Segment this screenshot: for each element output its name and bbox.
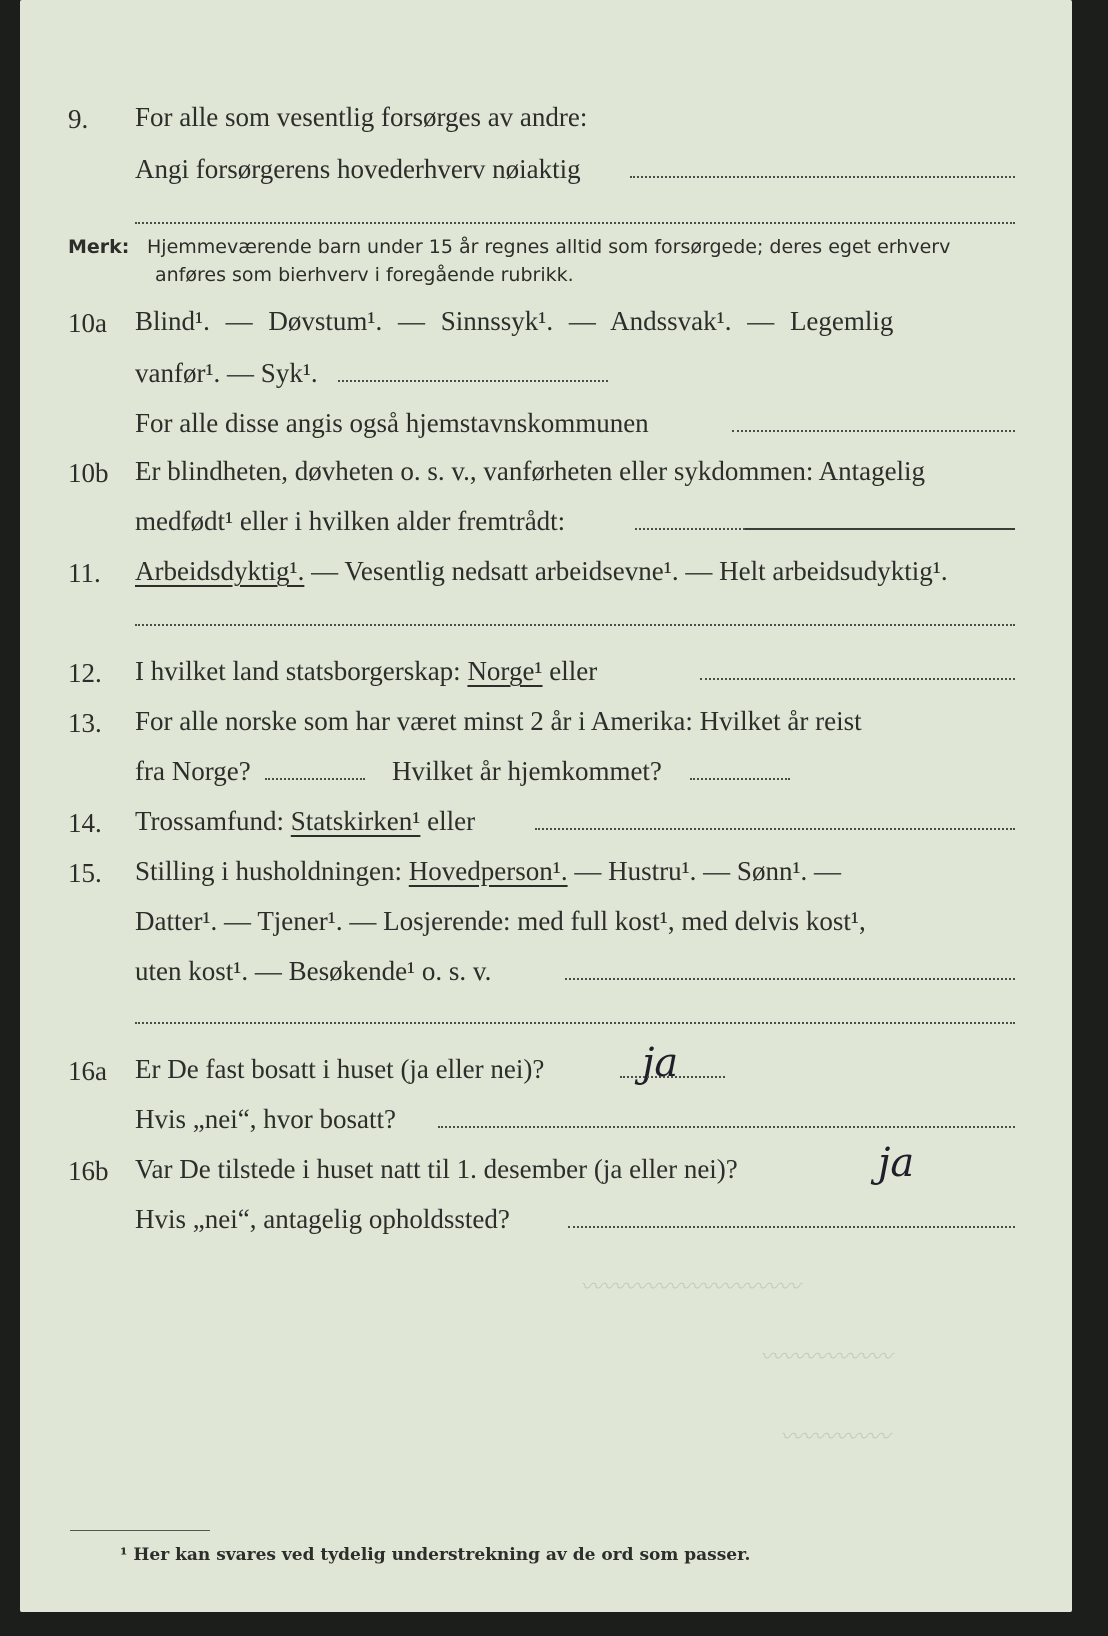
q16b-line1: Var De tilstede i huset natt til 1. desember (ja eller nei)?	[135, 1154, 738, 1184]
q10b-field-dotted[interactable]	[635, 528, 745, 530]
q16a-line2: Hvis „nei“, hvor bosatt?	[135, 1104, 396, 1134]
q14-prefix: Trossamfund:	[135, 806, 285, 836]
census-form-page	[20, 0, 1072, 1612]
merk-label: Merk:	[68, 236, 130, 258]
q16b-number: 16b	[68, 1156, 109, 1186]
q10b-field-line[interactable]	[745, 528, 1015, 530]
q12-option-norge[interactable]: Norge¹	[467, 656, 543, 686]
q16b-opholdssted-field[interactable]	[568, 1226, 1015, 1228]
q15-answer-field-2[interactable]	[135, 1022, 1015, 1024]
q9-answer-field[interactable]	[630, 176, 1015, 178]
q16a-bosatt-field[interactable]	[438, 1126, 1015, 1128]
q16b-line2: Hvis „nei“, antagelig opholdssted?	[135, 1204, 510, 1234]
q14-line	[135, 808, 475, 835]
bleed-through-mark: 〰〰〰〰〰	[780, 1424, 891, 1449]
q10a-line3: For alle disse angis også hjemstavnskommunen	[135, 408, 649, 438]
q14-eller: eller	[427, 806, 476, 836]
q12-eller: eller	[549, 656, 598, 686]
q15-answer-field[interactable]	[565, 978, 1015, 980]
q9-line1: For alle som vesentlig forsørges av andre:	[135, 102, 588, 132]
q10b-number: 10b	[68, 458, 109, 488]
q15-line2: Datter¹. — Tjener¹. — Losjerende: med full kost¹, med delvis kost¹,	[135, 906, 866, 936]
q12-line	[135, 658, 597, 685]
q14-option-statskirken[interactable]: Statskirken¹	[290, 806, 421, 836]
q9-line2: Angi forsørgerens hovederhverv nøiaktig	[135, 154, 581, 184]
q13-reist-field[interactable]	[265, 778, 365, 780]
q15-prefix: Stilling i husholdningen:	[135, 856, 403, 886]
q13-line1: For alle norske som har været minst 2 år i Amerika: Hvilket år reist	[135, 706, 862, 736]
q10a-kommune-field[interactable]	[732, 430, 1015, 432]
q16a-line1: Er De fast bosatt i huset (ja eller nei)?	[135, 1054, 545, 1084]
q15-rest: — Hustru¹. — Sønn¹. —	[574, 856, 842, 886]
q9-answer-field-2[interactable]	[135, 222, 1015, 224]
q10b-line2: medfødt¹ eller i hvilken alder fremtrådt:	[135, 506, 566, 536]
q15-option-hovedperson[interactable]: Hovedperson¹.	[408, 856, 568, 886]
q13-line2b: Hvilket år hjemkommet?	[392, 756, 662, 786]
bleed-through-mark: 〰〰〰〰〰〰	[760, 1344, 893, 1369]
merk-line1: Hjemmeværende barn under 15 år regnes alltid som forsørgede; deres eget erhverv	[147, 236, 951, 258]
q10a-line2: vanfør¹. — Syk¹.	[135, 358, 318, 388]
q15-number: 15.	[68, 858, 102, 888]
q12-number: 12.	[68, 658, 102, 688]
bleed-through-mark: 〰〰〰〰〰〰〰〰〰〰	[580, 1274, 801, 1299]
q13-line2a: fra Norge?	[135, 756, 251, 786]
q15-line1	[135, 858, 841, 885]
q11-line	[135, 558, 948, 585]
q10b-line1: Er blindheten, døvheten o. s. v., vanførheten eller sykdommen: Antagelig	[135, 456, 926, 486]
merk-line2: anføres som bierhverv i foregående rubrikk.	[155, 264, 574, 286]
q13-hjemkommet-field[interactable]	[690, 778, 790, 780]
q16a-answer-field[interactable]	[620, 1076, 725, 1078]
q10a-line1: Blind¹. — Døvstum¹. — Sinnssyk¹. — Andssvak¹. — Legemlig	[135, 306, 894, 336]
q13-number: 13.	[68, 708, 102, 738]
q12-prefix: I hvilket land statsborgerskap:	[135, 656, 461, 686]
footnote: ¹ Her kan svares ved tydelig understrekning av de ord som passer.	[120, 1545, 751, 1565]
q16b-handwritten-answer: ja	[878, 1140, 915, 1186]
footnote-rule	[70, 1530, 210, 1531]
q9-number: 9.	[68, 104, 89, 134]
q11-rest: — Vesentlig nedsatt arbeidsevne¹. — Helt arbeidsudyktig¹.	[311, 556, 948, 586]
q16a-number: 16a	[68, 1056, 107, 1086]
q14-answer-field[interactable]	[535, 828, 1015, 830]
q11-number: 11.	[68, 558, 101, 588]
q10a-number: 10a	[68, 308, 107, 338]
q12-answer-field[interactable]	[700, 678, 1015, 680]
q10a-syk-field[interactable]	[338, 380, 608, 382]
q11-answer-field[interactable]	[135, 624, 1015, 626]
q14-number: 14.	[68, 808, 102, 838]
q15-line3: uten kost¹. — Besøkende¹ o. s. v.	[135, 956, 492, 986]
q11-option-arbeidsdyktig[interactable]: Arbeidsdyktig¹.	[135, 556, 305, 586]
q16a-handwritten-answer: ja	[642, 1040, 679, 1086]
